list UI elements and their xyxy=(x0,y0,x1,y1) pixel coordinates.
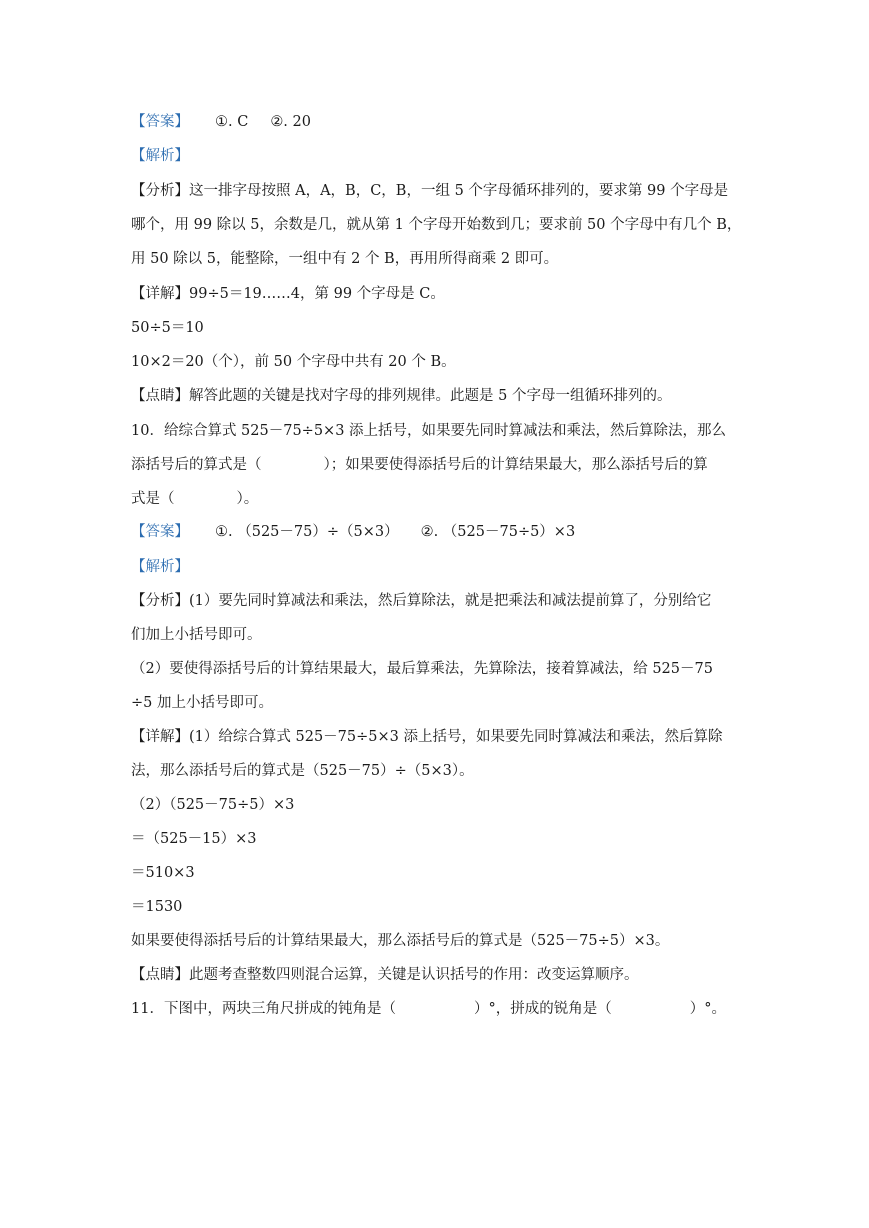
question-10-line-3 xyxy=(131,489,751,509)
comment-line-1 xyxy=(131,386,751,406)
question-text: 10．给综合算式 525－75÷5×3 添上括号，如果要先同时算减法和乘法，然后算除法，那么 xyxy=(131,423,727,439)
detail-10-line-5 xyxy=(131,863,751,883)
answer-item-1: ①. C xyxy=(215,114,249,130)
answer-tag: 【答案】 xyxy=(131,114,189,130)
question-text: 添括号后的算式是（ xyxy=(131,457,262,473)
fenxi-line-1 xyxy=(131,181,751,201)
comment-10-line xyxy=(131,965,751,985)
detail-text: 50÷5＝10 xyxy=(131,320,204,336)
detail-text: 10×2＝20（个），前 50 个字母中共有 20 个 B。 xyxy=(131,354,456,370)
detail-line-1 xyxy=(131,284,751,304)
detail-text: 99÷5＝19……4，第 99 个字母是 C。 xyxy=(189,286,445,302)
fenxi-tag: 【分析】 xyxy=(131,593,189,609)
analysis-tag: 【解析】 xyxy=(131,148,189,164)
detail-text: ＝1530 xyxy=(131,899,183,915)
fenxi-tag: 【分析】 xyxy=(131,183,189,199)
detail-text: 如果要使得添括号后的计算结果最大，那么添括号后的算式是（525－75÷5）×3。 xyxy=(131,933,670,949)
detail-10-line-7 xyxy=(131,931,751,951)
question-text: 式是（ xyxy=(131,491,175,507)
comment-tag: 【点睛】 xyxy=(131,967,189,983)
question-text: ）。 xyxy=(236,491,259,507)
detail-10-line-1 xyxy=(131,727,751,747)
fenxi-text: ÷5 加上小括号即可。 xyxy=(131,695,273,711)
fenxi-10-line-1 xyxy=(131,591,751,611)
fenxi-text: (1）要先同时算减法和乘法，然后算除法，就是把乘法和减法提前算了，分别给它 xyxy=(189,593,712,609)
answer-item-2: ②. 20 xyxy=(270,114,311,130)
fenxi-text: 们加上小括号即可。 xyxy=(131,627,262,643)
fenxi-line-2 xyxy=(131,215,751,235)
fenxi-10-line-4 xyxy=(131,693,751,713)
comment-text: 此题考查整数四则混合运算，关键是认识括号的作用：改变运算顺序。 xyxy=(189,967,639,983)
fenxi-10-line-3 xyxy=(131,659,751,679)
question-10-line-1 xyxy=(131,421,751,441)
detail-tag: 【详解】 xyxy=(131,729,189,745)
question-text: ）；如果要使得添括号后的计算结果最大，那么添括号后的算 xyxy=(323,457,708,473)
answer-item-2: ②. （525－75÷5）×3 xyxy=(420,524,576,540)
detail-text: (1）给综合算式 525－75÷5×3 添上括号，如果要先同时算减法和乘法，然后算除 xyxy=(189,729,723,745)
question-11-line xyxy=(131,999,751,1019)
comment-tag: 【点睛】 xyxy=(131,388,189,404)
fenxi-text: 用 50 除以 5，能整除，一组中有 2 个 B，再用所得商乘 2 即可。 xyxy=(131,251,559,267)
question-text: 11．下图中，两块三角尺拼成的钝角是（ xyxy=(131,1001,396,1017)
fenxi-10-line-2 xyxy=(131,625,751,645)
fenxi-text: 哪个，用 99 除以 5，余数是几，就从第 1 个字母开始数到几；要求前 50 个字母中有几个 B， xyxy=(131,217,742,233)
detail-tag: 【详解】 xyxy=(131,286,189,302)
detail-text: （2）（525－75÷5）×3 xyxy=(131,797,295,813)
fenxi-line-3 xyxy=(131,249,751,269)
detail-10-line-2 xyxy=(131,761,751,781)
analysis-heading-10 xyxy=(131,557,751,577)
question-10-line-2 xyxy=(131,455,751,475)
detail-text: ＝510×3 xyxy=(131,865,195,881)
comment-text: 解答此题的关键是找对字母的排列规律。此题是 5 个字母一组循环排列的。 xyxy=(189,388,672,404)
question-text: ）°，拼成的锐角是（ xyxy=(473,1001,612,1017)
analysis-tag: 【解析】 xyxy=(131,559,189,575)
detail-10-line-6 xyxy=(131,897,751,917)
detail-line-2 xyxy=(131,318,751,338)
question-text: ）°。 xyxy=(689,1001,726,1017)
analysis-heading-1 xyxy=(131,146,751,166)
detail-10-line-3 xyxy=(131,795,751,815)
answer-tag: 【答案】 xyxy=(131,524,189,540)
fenxi-text: 这一排字母按照 A，A，B，C，B，一组 5 个字母循环排列的，要求第 99 个字母是 xyxy=(189,183,729,199)
answer-line-10 xyxy=(131,522,751,542)
fenxi-text: （2）要使得添括号后的计算结果最大，最后算乘法，先算除法，接着算减法，给 525－75 xyxy=(131,661,713,677)
detail-line-3 xyxy=(131,352,751,372)
answer-item-1: ①. （525－75）÷（5×3） xyxy=(215,524,399,540)
detail-text: 法，那么添括号后的算式是（525－75）÷（5×3）。 xyxy=(131,763,474,779)
detail-10-line-4 xyxy=(131,829,751,849)
detail-text: ＝（525－15）×3 xyxy=(131,831,257,847)
answer-line-1 xyxy=(131,112,751,132)
